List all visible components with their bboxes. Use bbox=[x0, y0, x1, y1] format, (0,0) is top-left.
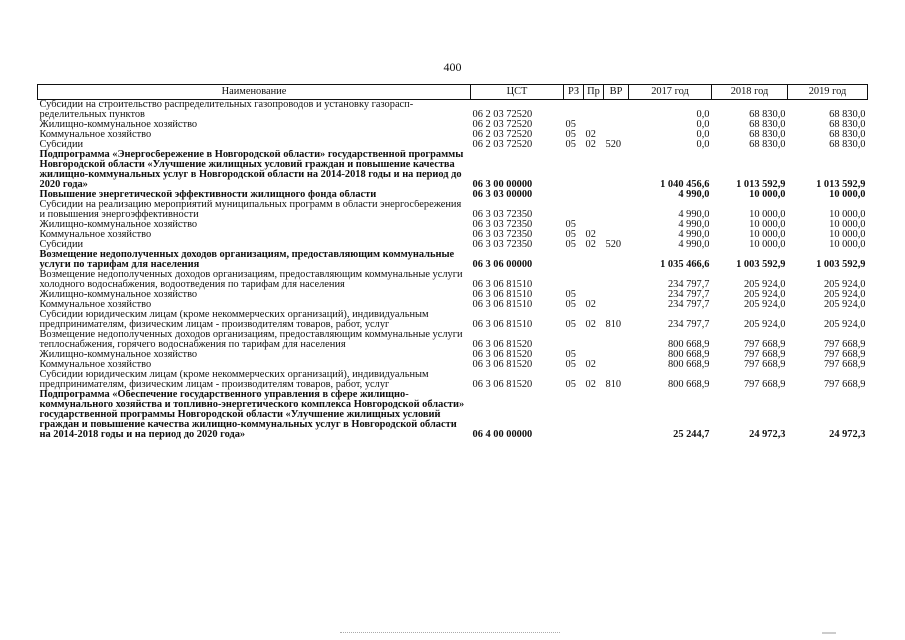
cell-2018: 205 924,0 bbox=[743, 300, 786, 310]
cell-vr bbox=[604, 200, 629, 220]
cell-name: Жилищно-коммунальное хозяйство bbox=[39, 220, 198, 230]
cell-2018: 797 668,9 bbox=[743, 350, 786, 360]
table-row bbox=[38, 310, 868, 330]
header-rz: РЗ bbox=[564, 85, 584, 100]
cell-pr bbox=[584, 250, 604, 270]
table-row bbox=[38, 120, 868, 130]
cell-2019: 1 013 592,9 bbox=[816, 179, 866, 190]
cell-cst: 06 4 00 00000 bbox=[472, 429, 533, 440]
header-row bbox=[38, 85, 868, 100]
cell-2018: 24 972,3 bbox=[749, 429, 786, 440]
table-row bbox=[38, 100, 868, 121]
header-pr: Пр bbox=[584, 85, 604, 100]
cell-cst: 06 3 03 00000 bbox=[472, 190, 533, 200]
cell-name: Возмещение недополученных доходов организациям, предоставляющим коммунальные услуги холодного водоснабжения, водоотведения по тарифам для населения bbox=[39, 270, 463, 290]
cell-rz bbox=[564, 250, 584, 270]
cell-2019: 10 000,0 bbox=[829, 230, 866, 240]
cell-cst: 06 3 06 00000 bbox=[472, 259, 533, 270]
cell-2019: 205 924,0 bbox=[823, 290, 866, 300]
cell-2019: 205 924,0 bbox=[823, 279, 866, 290]
cell-vr bbox=[604, 360, 629, 370]
scan-artifact-corner bbox=[822, 632, 836, 634]
cell-vr bbox=[604, 150, 629, 190]
cell-rz: 05 bbox=[565, 120, 576, 130]
budget-table bbox=[37, 84, 868, 440]
table-row bbox=[38, 150, 868, 190]
cell-rz: 05 bbox=[565, 350, 576, 360]
table-row bbox=[38, 370, 868, 390]
cell-2017: 0,0 bbox=[696, 130, 710, 140]
cell-2017: 234 797,7 bbox=[667, 279, 710, 290]
cell-2019: 24 972,3 bbox=[829, 429, 866, 440]
cell-pr bbox=[584, 270, 604, 290]
cell-vr bbox=[604, 230, 629, 240]
header-cst: ЦСТ bbox=[471, 85, 564, 100]
table-row bbox=[38, 360, 868, 370]
cell-cst: 06 3 06 81520 bbox=[472, 350, 533, 360]
cell-2017: 4 990,0 bbox=[678, 209, 710, 220]
table-row bbox=[38, 200, 868, 220]
cell-2017: 800 668,9 bbox=[667, 360, 710, 370]
page-number: 400 bbox=[443, 60, 462, 74]
cell-2017: 234 797,7 bbox=[667, 300, 710, 310]
cell-rz: 05 bbox=[565, 290, 576, 300]
table-row bbox=[38, 190, 868, 200]
table-row bbox=[38, 290, 868, 300]
cell-pr bbox=[584, 330, 604, 350]
cell-2019: 1 003 592,9 bbox=[816, 259, 866, 270]
cell-vr: 520 bbox=[605, 240, 622, 250]
cell-2018: 68 830,0 bbox=[749, 109, 786, 120]
cell-2018: 797 668,9 bbox=[743, 339, 786, 350]
cell-cst: 06 3 06 81520 bbox=[472, 339, 533, 350]
header-2019: 2019 год bbox=[788, 85, 868, 100]
cell-vr bbox=[604, 100, 629, 121]
cell-2017: 1 035 466,6 bbox=[660, 259, 710, 270]
cell-2019: 205 924,0 bbox=[823, 319, 866, 330]
cell-2018: 68 830,0 bbox=[749, 140, 786, 150]
cell-rz bbox=[564, 330, 584, 350]
cell-2018: 68 830,0 bbox=[749, 120, 786, 130]
cell-name: Коммунальное хозяйство bbox=[39, 130, 152, 140]
table-row bbox=[38, 220, 868, 230]
scan-artifact bbox=[340, 632, 560, 636]
cell-2018: 797 668,9 bbox=[743, 379, 786, 390]
cell-2017: 4 990,0 bbox=[678, 240, 710, 250]
cell-pr bbox=[584, 190, 604, 200]
cell-cst: 06 2 03 72520 bbox=[472, 109, 533, 120]
cell-pr: 02 bbox=[585, 300, 596, 310]
cell-cst: 06 2 03 72520 bbox=[472, 130, 533, 140]
cell-2017: 4 990,0 bbox=[678, 230, 710, 240]
cell-2019: 797 668,9 bbox=[823, 379, 866, 390]
table-row bbox=[38, 230, 868, 240]
cell-2018: 1 013 592,9 bbox=[736, 179, 786, 190]
table-row bbox=[38, 350, 868, 360]
cell-vr: 520 bbox=[605, 140, 622, 150]
cell-name: Коммунальное хозяйство bbox=[39, 230, 152, 240]
cell-2017: 234 797,7 bbox=[667, 290, 710, 300]
cell-2017: 25 244,7 bbox=[673, 429, 710, 440]
cell-name: Подпрограмма «Энергосбережение в Новгородской области» государственной программы Новгородской области «Улучшение жилищных условий граждан и повышение качества жилищно-коммунальных услуг в Новгородской области на 2014-2018 годы и на период до 2020 года» bbox=[39, 150, 464, 190]
cell-2019: 205 924,0 bbox=[823, 300, 866, 310]
cell-cst: 06 3 06 81510 bbox=[472, 279, 533, 290]
cell-2018: 10 000,0 bbox=[749, 240, 786, 250]
cell-pr: 02 bbox=[585, 140, 596, 150]
cell-name: Коммунальное хозяйство bbox=[39, 300, 152, 310]
cell-pr bbox=[584, 290, 604, 300]
cell-name: Жилищно-коммунальное хозяйство bbox=[39, 290, 198, 300]
cell-pr: 02 bbox=[585, 319, 596, 330]
header-2018: 2018 год bbox=[712, 85, 788, 100]
table-row bbox=[38, 270, 868, 290]
header-vr: ВР bbox=[604, 85, 629, 100]
cell-rz: 05 bbox=[565, 220, 576, 230]
cell-cst: 06 3 06 81520 bbox=[472, 379, 533, 390]
cell-cst: 06 3 06 81520 bbox=[472, 360, 533, 370]
cell-2018: 10 000,0 bbox=[749, 190, 786, 200]
cell-2017: 0,0 bbox=[696, 109, 710, 120]
cell-rz bbox=[564, 190, 584, 200]
cell-pr bbox=[584, 350, 604, 360]
cell-pr: 02 bbox=[585, 130, 596, 140]
cell-rz: 05 bbox=[565, 140, 576, 150]
header-2017: 2017 год bbox=[629, 85, 712, 100]
table-row bbox=[38, 300, 868, 310]
cell-2017: 0,0 bbox=[696, 120, 710, 130]
cell-2019: 10 000,0 bbox=[829, 220, 866, 230]
cell-name: Повышение энергетической эффективности жилищного фонда области bbox=[39, 190, 377, 200]
cell-vr bbox=[604, 290, 629, 300]
cell-2018: 205 924,0 bbox=[743, 279, 786, 290]
cell-vr bbox=[604, 130, 629, 140]
cell-pr bbox=[584, 100, 604, 121]
cell-2019: 797 668,9 bbox=[823, 350, 866, 360]
cell-cst: 06 3 06 81510 bbox=[472, 319, 533, 330]
cell-name: Жилищно-коммунальное хозяйство bbox=[39, 350, 198, 360]
cell-name: Возмещение недополученных доходов организациям, предоставляющим коммунальные услуги теплоснабжения, горячего водоснабжения по тарифам для населения bbox=[39, 330, 463, 350]
cell-rz: 05 bbox=[565, 300, 576, 310]
table-body bbox=[38, 100, 868, 441]
cell-cst: 06 3 03 72350 bbox=[472, 220, 533, 230]
table-row bbox=[38, 250, 868, 270]
cell-rz: 05 bbox=[565, 230, 576, 240]
cell-cst: 06 2 03 72520 bbox=[472, 140, 533, 150]
cell-2019: 68 830,0 bbox=[829, 109, 866, 120]
cell-rz bbox=[564, 150, 584, 190]
cell-2017: 800 668,9 bbox=[667, 379, 710, 390]
cell-2019: 68 830,0 bbox=[829, 130, 866, 140]
cell-cst: 06 3 03 72350 bbox=[472, 209, 533, 220]
cell-rz: 05 bbox=[565, 240, 576, 250]
cell-vr bbox=[604, 120, 629, 130]
cell-vr: 810 bbox=[605, 319, 622, 330]
cell-2017: 800 668,9 bbox=[667, 350, 710, 360]
table-row bbox=[38, 240, 868, 250]
cell-name: Субсидии bbox=[39, 240, 84, 250]
cell-2017: 4 990,0 bbox=[678, 190, 710, 200]
cell-name: Субсидии юридическим лицам (кроме некоммерческих организаций), индивидуальным предпринимателям, физическим лицам - производителям товаров, работ, услуг bbox=[39, 310, 429, 330]
cell-2019: 797 668,9 bbox=[823, 339, 866, 350]
cell-name: Субсидии юридическим лицам (кроме некоммерческих организаций), индивидуальным предпринимателям, физическим лицам - производителям товаров, работ, услуг bbox=[39, 370, 429, 390]
cell-2018: 797 668,9 bbox=[743, 360, 786, 370]
cell-vr bbox=[604, 270, 629, 290]
cell-name: Жилищно-коммунальное хозяйство bbox=[39, 120, 198, 130]
cell-2017: 4 990,0 bbox=[678, 220, 710, 230]
cell-rz bbox=[564, 390, 584, 440]
cell-name: Коммунальное хозяйство bbox=[39, 360, 152, 370]
cell-pr: 02 bbox=[585, 360, 596, 370]
cell-vr: 810 bbox=[605, 379, 622, 390]
cell-vr bbox=[604, 330, 629, 350]
cell-vr bbox=[604, 190, 629, 200]
cell-cst: 06 3 06 81510 bbox=[472, 300, 533, 310]
cell-name: Субсидии на реализацию мероприятий муниципальных программ в области энергосбережения и повышения энергоэффективности bbox=[39, 200, 462, 220]
table-row bbox=[38, 390, 868, 440]
cell-2019: 10 000,0 bbox=[829, 240, 866, 250]
cell-2017: 0,0 bbox=[696, 140, 710, 150]
cell-name: Возмещение недополученных доходов организациям, предоставляющим коммунальные услуги по тарифам для населения bbox=[39, 250, 455, 270]
cell-name: Субсидии на строительство распределительных газопроводов и установку газораспределительных пунктов bbox=[39, 99, 414, 120]
cell-cst: 06 3 03 72350 bbox=[472, 230, 533, 240]
table-row bbox=[38, 140, 868, 150]
cell-pr bbox=[584, 220, 604, 230]
cell-rz: 05 bbox=[565, 379, 576, 390]
cell-2019: 68 830,0 bbox=[829, 140, 866, 150]
cell-2019: 797 668,9 bbox=[823, 360, 866, 370]
cell-rz bbox=[564, 100, 584, 121]
cell-vr bbox=[604, 390, 629, 440]
cell-2018: 1 003 592,9 bbox=[736, 259, 786, 270]
cell-2017: 1 040 456,6 bbox=[660, 179, 710, 190]
cell-name: Подпрограмма «Обеспечение государственного управления в сфере жилищно-коммунального хозяйства и топливно-энергетического комплекса Новгородской области» государственной программы Новгородской области «Улучшение жилищных условий граждан и повышение качества жилищно-коммунальных услуг в Новгородской области на 2014-2018 годы и на период до 2020 года» bbox=[39, 390, 465, 440]
cell-vr bbox=[604, 250, 629, 270]
cell-pr bbox=[584, 120, 604, 130]
cell-cst: 06 3 03 72350 bbox=[472, 240, 533, 250]
cell-name: Субсидии bbox=[39, 140, 84, 150]
cell-pr bbox=[584, 390, 604, 440]
cell-rz: 05 bbox=[565, 319, 576, 330]
cell-2018: 205 924,0 bbox=[743, 319, 786, 330]
cell-rz bbox=[564, 200, 584, 220]
table-row bbox=[38, 330, 868, 350]
cell-2018: 10 000,0 bbox=[749, 230, 786, 240]
cell-cst: 06 3 06 81510 bbox=[472, 290, 533, 300]
cell-2017: 800 668,9 bbox=[667, 339, 710, 350]
cell-vr bbox=[604, 300, 629, 310]
cell-2017: 234 797,7 bbox=[667, 319, 710, 330]
cell-pr: 02 bbox=[585, 230, 596, 240]
cell-vr bbox=[604, 350, 629, 360]
cell-vr bbox=[604, 220, 629, 230]
cell-rz: 05 bbox=[565, 130, 576, 140]
cell-2019: 68 830,0 bbox=[829, 120, 866, 130]
cell-2019: 10 000,0 bbox=[829, 209, 866, 220]
cell-2019: 10 000,0 bbox=[829, 190, 866, 200]
cell-pr bbox=[584, 150, 604, 190]
cell-rz: 05 bbox=[565, 360, 576, 370]
cell-2018: 205 924,0 bbox=[743, 290, 786, 300]
cell-cst: 06 3 00 00000 bbox=[472, 179, 533, 190]
cell-pr bbox=[584, 200, 604, 220]
cell-2018: 10 000,0 bbox=[749, 209, 786, 220]
cell-pr: 02 bbox=[585, 379, 596, 390]
cell-2018: 10 000,0 bbox=[749, 220, 786, 230]
cell-2018: 68 830,0 bbox=[749, 130, 786, 140]
cell-rz bbox=[564, 270, 584, 290]
table-row bbox=[38, 130, 868, 140]
header-name: Наименование bbox=[38, 85, 471, 100]
cell-pr: 02 bbox=[585, 240, 596, 250]
cell-cst: 06 2 03 72520 bbox=[472, 120, 533, 130]
